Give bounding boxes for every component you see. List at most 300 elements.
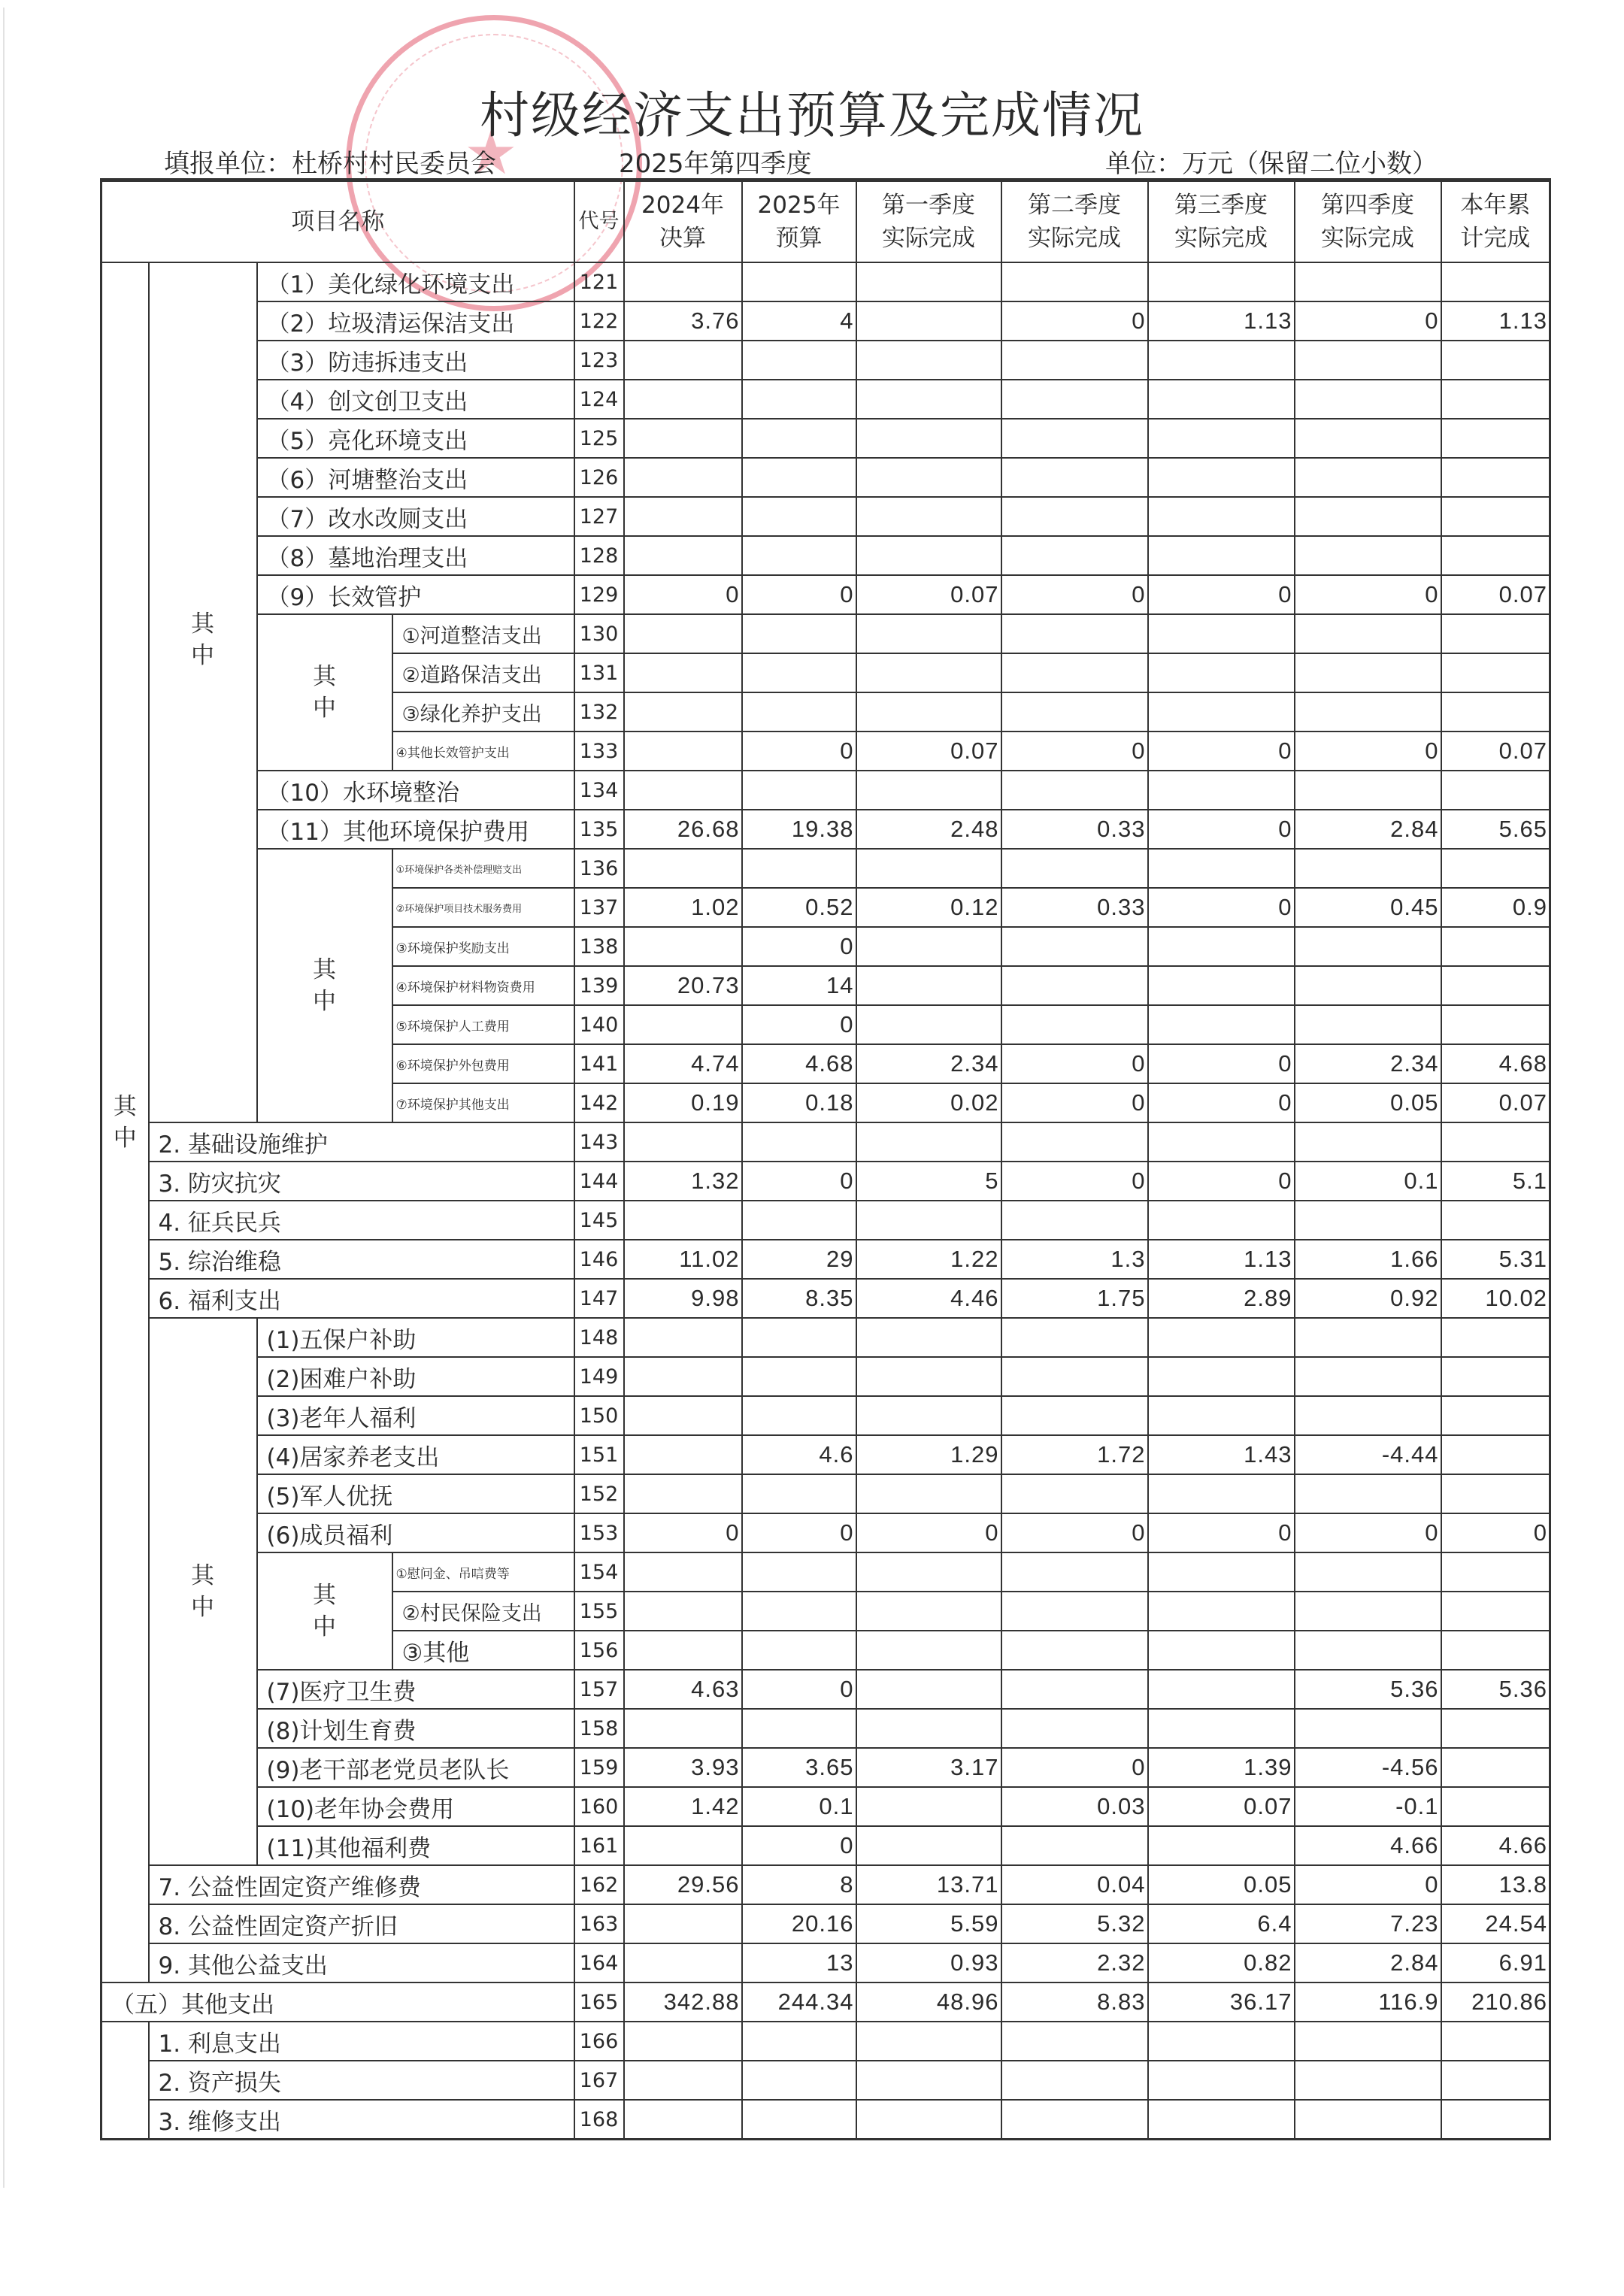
row-code: 148 bbox=[574, 1318, 624, 1357]
cell-q3 bbox=[1148, 1201, 1295, 1240]
header-2025-l2: 预算 bbox=[775, 225, 823, 252]
cell-v2024 bbox=[624, 2022, 742, 2061]
cell-v2025 bbox=[742, 380, 856, 419]
cell-q4: 0 bbox=[1295, 732, 1441, 771]
cell-q3: 1.13 bbox=[1148, 301, 1295, 341]
cell-v2024 bbox=[624, 1592, 742, 1631]
cell-v2025 bbox=[742, 419, 856, 458]
cell-q3 bbox=[1148, 849, 1295, 888]
cell-q1 bbox=[856, 1396, 1001, 1435]
cell-v2024 bbox=[624, 614, 742, 653]
cell-q3: 6.4 bbox=[1148, 1904, 1295, 1943]
cell-v2024 bbox=[624, 849, 742, 888]
row-name: ⑦环境保护其他支出 bbox=[392, 1083, 574, 1122]
cell-q3 bbox=[1148, 2061, 1295, 2100]
cell-q3: 2.89 bbox=[1148, 1279, 1295, 1318]
row-code: 130 bbox=[574, 614, 624, 653]
cell-q4: 2.84 bbox=[1295, 1943, 1441, 1982]
row-code: 141 bbox=[574, 1044, 624, 1083]
cell-v2025 bbox=[742, 1631, 856, 1670]
cell-v2024 bbox=[624, 497, 742, 536]
cell-q1: 5.59 bbox=[856, 1904, 1001, 1943]
cell-q1 bbox=[856, 1592, 1001, 1631]
cell-q2 bbox=[1001, 2061, 1148, 2100]
header-total-l1: 本年累 bbox=[1460, 192, 1531, 219]
cell-v2025: 8.35 bbox=[742, 1279, 856, 1318]
cell-q1: 2.34 bbox=[856, 1044, 1001, 1083]
cell-q1 bbox=[856, 1474, 1001, 1513]
cell-q3 bbox=[1148, 1631, 1295, 1670]
cell-q3 bbox=[1148, 966, 1295, 1005]
header-2025 bbox=[742, 180, 856, 263]
cell-v2024 bbox=[624, 1943, 742, 1982]
row-code: 140 bbox=[574, 1005, 624, 1044]
row-name: ⑥环境保护外包费用 bbox=[392, 1044, 574, 1083]
cell-q3: 0 bbox=[1148, 1162, 1295, 1201]
cell-q4: 5.36 bbox=[1295, 1670, 1441, 1709]
table-row bbox=[102, 419, 1550, 458]
cell-total: 13.8 bbox=[1441, 1865, 1550, 1904]
row-code: 156 bbox=[574, 1631, 624, 1670]
cell-v2024 bbox=[624, 1474, 742, 1513]
other-group-blank bbox=[102, 2022, 149, 2140]
row-name: ②村民保险支出 bbox=[392, 1592, 574, 1631]
cell-q4 bbox=[1295, 1474, 1441, 1513]
row-name: (11)其他福利费 bbox=[257, 1826, 574, 1865]
cell-q1: 4.46 bbox=[856, 1279, 1001, 1318]
cell-v2025 bbox=[742, 771, 856, 810]
cell-total bbox=[1441, 536, 1550, 575]
cell-v2024 bbox=[624, 1318, 742, 1357]
row-code: 138 bbox=[574, 927, 624, 966]
cell-v2025 bbox=[742, 1592, 856, 1631]
cell-v2025 bbox=[742, 1357, 856, 1396]
row-name: （8）墓地治理支出 bbox=[257, 536, 574, 575]
table-row bbox=[102, 380, 1550, 419]
cell-q4: 116.9 bbox=[1295, 1982, 1441, 2022]
table-row bbox=[102, 614, 1550, 653]
cell-v2024: 0 bbox=[624, 575, 742, 614]
cell-q1 bbox=[856, 692, 1001, 732]
cell-q3 bbox=[1148, 1474, 1295, 1513]
cell-q2 bbox=[1001, 927, 1148, 966]
row-code: 131 bbox=[574, 653, 624, 692]
table-row bbox=[102, 1201, 1550, 1240]
row-name: (2)困难户补助 bbox=[257, 1357, 574, 1396]
row-code: 151 bbox=[574, 1435, 624, 1474]
cell-v2025 bbox=[742, 262, 856, 301]
cell-total: 210.86 bbox=[1441, 1982, 1550, 2022]
header-q1-l2: 实际完成 bbox=[882, 225, 975, 252]
table-row bbox=[102, 1982, 1550, 2022]
cell-q3 bbox=[1148, 1318, 1295, 1357]
cell-v2024 bbox=[624, 1357, 742, 1396]
cell-q3 bbox=[1148, 262, 1295, 301]
cell-v2025: 14 bbox=[742, 966, 856, 1005]
row-name: （1）美化绿化环境支出 bbox=[257, 262, 574, 301]
row-name: 9. 其他公益支出 bbox=[149, 1943, 574, 1982]
cell-q4: 0.05 bbox=[1295, 1083, 1441, 1122]
cell-q4 bbox=[1295, 2022, 1441, 2061]
cell-q2: 0 bbox=[1001, 1513, 1148, 1552]
cell-q4 bbox=[1295, 692, 1441, 732]
cell-total bbox=[1441, 1396, 1550, 1435]
cell-q2 bbox=[1001, 849, 1148, 888]
cell-q2 bbox=[1001, 1631, 1148, 1670]
cell-q3 bbox=[1148, 380, 1295, 419]
row-name: （3）防违拆违支出 bbox=[257, 341, 574, 380]
cell-q1 bbox=[856, 1318, 1001, 1357]
cell-q2 bbox=[1001, 1474, 1148, 1513]
cell-q2: 0.33 bbox=[1001, 888, 1148, 927]
cell-q4 bbox=[1295, 1552, 1441, 1592]
cell-q1 bbox=[856, 2022, 1001, 2061]
row-name: (3)老年人福利 bbox=[257, 1396, 574, 1435]
cell-q3 bbox=[1148, 458, 1295, 497]
row-code: 164 bbox=[574, 1943, 624, 1982]
header-q2-l1: 第二季度 bbox=[1028, 192, 1121, 219]
cell-q2 bbox=[1001, 1122, 1148, 1162]
table-row bbox=[102, 575, 1550, 614]
cell-q4 bbox=[1295, 497, 1441, 536]
row-code: 149 bbox=[574, 1357, 624, 1396]
row-code: 161 bbox=[574, 1826, 624, 1865]
cell-v2024: 3.76 bbox=[624, 301, 742, 341]
cell-total: 4.68 bbox=[1441, 1044, 1550, 1083]
row-code: 144 bbox=[574, 1162, 624, 1201]
table-row bbox=[102, 458, 1550, 497]
cell-q2: 2.32 bbox=[1001, 1943, 1148, 1982]
cell-q4 bbox=[1295, 419, 1441, 458]
cell-q4: 0.45 bbox=[1295, 888, 1441, 927]
table-row bbox=[102, 497, 1550, 536]
row-name: 1. 利息支出 bbox=[149, 2022, 574, 2061]
cell-q1 bbox=[856, 1201, 1001, 1240]
cell-q2 bbox=[1001, 771, 1148, 810]
cell-q2: 1.3 bbox=[1001, 1240, 1148, 1279]
cell-q2 bbox=[1001, 497, 1148, 536]
cell-q1 bbox=[856, 1631, 1001, 1670]
cell-q2 bbox=[1001, 1396, 1148, 1435]
cell-q1 bbox=[856, 2061, 1001, 2100]
cell-q4 bbox=[1295, 1631, 1441, 1670]
table-row bbox=[102, 1865, 1550, 1904]
cell-q3: 0 bbox=[1148, 1083, 1295, 1122]
cell-q2 bbox=[1001, 262, 1148, 301]
cell-v2025: 13 bbox=[742, 1943, 856, 1982]
table-row bbox=[102, 1709, 1550, 1748]
cell-total bbox=[1441, 1592, 1550, 1631]
cell-q3 bbox=[1148, 1592, 1295, 1631]
cell-q1: 13.71 bbox=[856, 1865, 1001, 1904]
cell-q2: 1.72 bbox=[1001, 1435, 1148, 1474]
cell-q3 bbox=[1148, 536, 1295, 575]
cell-q1: 0.12 bbox=[856, 888, 1001, 927]
cell-q2: 0.33 bbox=[1001, 810, 1148, 849]
cell-total bbox=[1441, 1318, 1550, 1357]
cell-v2024 bbox=[624, 536, 742, 575]
table-row bbox=[102, 1396, 1550, 1435]
cell-q4: 0 bbox=[1295, 1865, 1441, 1904]
seal-star-icon: ★ bbox=[464, 118, 518, 188]
cell-total bbox=[1441, 927, 1550, 966]
unit-note: 单位：万元（保留二位小数） bbox=[1105, 149, 1438, 179]
header-q4 bbox=[1295, 180, 1441, 263]
header-2024-l1: 2024年 bbox=[641, 192, 724, 219]
cell-total: 5.36 bbox=[1441, 1670, 1550, 1709]
row-name: 8. 公益性固定资产折旧 bbox=[149, 1904, 574, 1943]
row-name: （7）改水改厕支出 bbox=[257, 497, 574, 536]
cell-q1 bbox=[856, 2100, 1001, 2140]
cell-q2 bbox=[1001, 1357, 1148, 1396]
cell-v2025: 29 bbox=[742, 1240, 856, 1279]
cell-q1 bbox=[856, 614, 1001, 653]
cell-q1 bbox=[856, 380, 1001, 419]
cell-q2 bbox=[1001, 419, 1148, 458]
cell-q4 bbox=[1295, 1201, 1441, 1240]
cell-v2024 bbox=[624, 1631, 742, 1670]
cell-total: 0.07 bbox=[1441, 732, 1550, 771]
cell-q1 bbox=[856, 1826, 1001, 1865]
cell-v2025: 0 bbox=[742, 575, 856, 614]
cell-total bbox=[1441, 966, 1550, 1005]
cell-q4 bbox=[1295, 2061, 1441, 2100]
row-code: 147 bbox=[574, 1279, 624, 1318]
cell-v2025 bbox=[742, 1318, 856, 1357]
cell-v2025 bbox=[742, 341, 856, 380]
table-row bbox=[102, 341, 1550, 380]
table-row bbox=[102, 810, 1550, 849]
cell-v2024 bbox=[624, 1201, 742, 1240]
cell-v2025: 0.18 bbox=[742, 1083, 856, 1122]
cell-q1: 3.17 bbox=[856, 1748, 1001, 1787]
cell-q1 bbox=[856, 419, 1001, 458]
row-code: 143 bbox=[574, 1122, 624, 1162]
cell-total: 0.07 bbox=[1441, 1083, 1550, 1122]
cell-q2 bbox=[1001, 380, 1148, 419]
cell-q3 bbox=[1148, 341, 1295, 380]
env-group-label bbox=[149, 262, 257, 1122]
cell-q3: 0 bbox=[1148, 575, 1295, 614]
cell-q4: 0.92 bbox=[1295, 1279, 1441, 1318]
row-name: (4)居家养老支出 bbox=[257, 1435, 574, 1474]
reporting-period: 2025年第四季度 bbox=[619, 149, 812, 179]
cell-total bbox=[1441, 1435, 1550, 1474]
cell-v2025 bbox=[742, 692, 856, 732]
row-code: 123 bbox=[574, 341, 624, 380]
expenditure-table bbox=[100, 178, 1551, 2140]
header-code-text: 代号 bbox=[578, 210, 620, 233]
cell-v2024 bbox=[624, 692, 742, 732]
cell-q2: 0 bbox=[1001, 301, 1148, 341]
env-group-label-text: 其 中 bbox=[191, 610, 214, 669]
row-code: 154 bbox=[574, 1552, 624, 1592]
cell-q1 bbox=[856, 1709, 1001, 1748]
cell-v2024 bbox=[624, 1904, 742, 1943]
cell-q2 bbox=[1001, 653, 1148, 692]
cell-q3: 0 bbox=[1148, 810, 1295, 849]
header-2024-l2: 决算 bbox=[659, 225, 706, 252]
welfare-group-label bbox=[149, 1318, 257, 1865]
cell-total: 5.1 bbox=[1441, 1162, 1550, 1201]
cell-v2025: 0.52 bbox=[742, 888, 856, 927]
header-code bbox=[574, 180, 624, 263]
changxiao-group-label bbox=[257, 614, 392, 771]
cell-q1 bbox=[856, 341, 1001, 380]
row-code: 121 bbox=[574, 262, 624, 301]
header-2025-l1: 2025年 bbox=[757, 192, 841, 219]
cell-q3: 1.13 bbox=[1148, 1240, 1295, 1279]
row-name: （4）创文创卫支出 bbox=[257, 380, 574, 419]
cell-total: 0.9 bbox=[1441, 888, 1550, 927]
table-row bbox=[102, 1474, 1550, 1513]
row-name: 6. 福利支出 bbox=[149, 1279, 574, 1318]
cell-v2025 bbox=[742, 1709, 856, 1748]
cell-total bbox=[1441, 262, 1550, 301]
table-row bbox=[102, 1943, 1550, 1982]
cell-v2024 bbox=[624, 262, 742, 301]
row-code: 127 bbox=[574, 497, 624, 536]
outer-group-label bbox=[102, 262, 149, 1982]
row-code: 165 bbox=[574, 1982, 624, 2022]
cell-total bbox=[1441, 380, 1550, 419]
header-q1 bbox=[856, 180, 1001, 263]
cell-v2025 bbox=[742, 614, 856, 653]
row-name: 2. 基础设施维护 bbox=[149, 1122, 574, 1162]
cell-v2025: 8 bbox=[742, 1865, 856, 1904]
row-code: 122 bbox=[574, 301, 624, 341]
cell-q4: -0.1 bbox=[1295, 1787, 1441, 1826]
cell-v2025: 0 bbox=[742, 1826, 856, 1865]
cell-v2025 bbox=[742, 458, 856, 497]
row-name: （2）垃圾清运保洁支出 bbox=[257, 301, 574, 341]
cell-q1 bbox=[856, 1552, 1001, 1592]
row-name: ①环境保护各类补偿理赔支出 bbox=[392, 849, 574, 888]
cell-q1 bbox=[856, 1005, 1001, 1044]
table-row bbox=[102, 262, 1550, 301]
cell-total bbox=[1441, 692, 1550, 732]
header-total bbox=[1441, 180, 1550, 263]
cell-v2025 bbox=[742, 2100, 856, 2140]
cell-total: 4.66 bbox=[1441, 1826, 1550, 1865]
cell-q4: 0 bbox=[1295, 575, 1441, 614]
header-row bbox=[102, 180, 1550, 263]
cell-v2024 bbox=[624, 653, 742, 692]
cell-q1 bbox=[856, 536, 1001, 575]
header-q3-l1: 第三季度 bbox=[1174, 192, 1268, 219]
cell-q4: 0 bbox=[1295, 1513, 1441, 1552]
cell-q3 bbox=[1148, 1670, 1295, 1709]
row-code: 129 bbox=[574, 575, 624, 614]
cell-v2025: 0 bbox=[742, 1670, 856, 1709]
cell-v2025 bbox=[742, 1122, 856, 1162]
cell-v2025: 4 bbox=[742, 301, 856, 341]
row-name: ③其他 bbox=[392, 1631, 574, 1670]
cell-q3 bbox=[1148, 1122, 1295, 1162]
cell-q2 bbox=[1001, 341, 1148, 380]
cell-v2024 bbox=[624, 2061, 742, 2100]
row-name: (8)计划生育费 bbox=[257, 1709, 574, 1748]
cell-q4 bbox=[1295, 1357, 1441, 1396]
cell-q4 bbox=[1295, 262, 1441, 301]
cell-q3 bbox=[1148, 419, 1295, 458]
row-code: 152 bbox=[574, 1474, 624, 1513]
cell-v2024 bbox=[624, 341, 742, 380]
cell-q3 bbox=[1148, 2022, 1295, 2061]
cell-q4 bbox=[1295, 1709, 1441, 1748]
cell-q2: 5.32 bbox=[1001, 1904, 1148, 1943]
cell-q1 bbox=[856, 1122, 1001, 1162]
cell-total bbox=[1441, 1122, 1550, 1162]
row-name: 4. 征兵民兵 bbox=[149, 1201, 574, 1240]
cell-q3 bbox=[1148, 927, 1295, 966]
cell-q4 bbox=[1295, 653, 1441, 692]
row-name: 2. 资产损失 bbox=[149, 2061, 574, 2100]
header-q2 bbox=[1001, 180, 1148, 263]
row-name: （10）水环境整治 bbox=[257, 771, 574, 810]
cell-q1 bbox=[856, 849, 1001, 888]
cell-q1 bbox=[856, 966, 1001, 1005]
cell-total: 5.31 bbox=[1441, 1240, 1550, 1279]
cell-q3 bbox=[1148, 2100, 1295, 2140]
cell-v2025 bbox=[742, 849, 856, 888]
cell-v2025: 0 bbox=[742, 927, 856, 966]
cell-total bbox=[1441, 2100, 1550, 2140]
row-code: 153 bbox=[574, 1513, 624, 1552]
row-name: （9）长效管护 bbox=[257, 575, 574, 614]
header-q3-l2: 实际完成 bbox=[1174, 225, 1268, 252]
row-name: (10)老年协会费用 bbox=[257, 1787, 574, 1826]
table-row bbox=[102, 2061, 1550, 2100]
row-code: 155 bbox=[574, 1592, 624, 1631]
cell-v2025: 0 bbox=[742, 1513, 856, 1552]
cell-v2025 bbox=[742, 2061, 856, 2100]
cell-q3 bbox=[1148, 1709, 1295, 1748]
cell-q3: 0 bbox=[1148, 888, 1295, 927]
cell-v2025: 244.34 bbox=[742, 1982, 856, 2022]
cell-total bbox=[1441, 419, 1550, 458]
cell-total bbox=[1441, 2061, 1550, 2100]
cell-q3 bbox=[1148, 614, 1295, 653]
row-name: 3. 维修支出 bbox=[149, 2100, 574, 2140]
cell-v2024: 11.02 bbox=[624, 1240, 742, 1279]
cell-total bbox=[1441, 1631, 1550, 1670]
cell-q3: 0 bbox=[1148, 732, 1295, 771]
cell-total bbox=[1441, 458, 1550, 497]
table-row bbox=[102, 1552, 1550, 1592]
row-code: 136 bbox=[574, 849, 624, 888]
cell-v2024: 4.74 bbox=[624, 1044, 742, 1083]
changxiao-group-label-text: 其 中 bbox=[313, 663, 336, 722]
cell-q1: 0.07 bbox=[856, 732, 1001, 771]
cell-q4 bbox=[1295, 771, 1441, 810]
cell-total bbox=[1441, 1357, 1550, 1396]
cell-v2025: 0.1 bbox=[742, 1787, 856, 1826]
cell-q4 bbox=[1295, 966, 1441, 1005]
cell-q4: 4.66 bbox=[1295, 1826, 1441, 1865]
cell-q4 bbox=[1295, 1005, 1441, 1044]
cell-v2024: 0 bbox=[624, 1513, 742, 1552]
cell-q3 bbox=[1148, 1826, 1295, 1865]
row-name: （11）其他环境保护费用 bbox=[257, 810, 574, 849]
cell-v2025: 0 bbox=[742, 732, 856, 771]
cell-q2 bbox=[1001, 1318, 1148, 1357]
other-env-group-label-text: 其 中 bbox=[313, 956, 336, 1015]
row-code: 134 bbox=[574, 771, 624, 810]
cell-v2025 bbox=[742, 1201, 856, 1240]
cell-total bbox=[1441, 653, 1550, 692]
row-name: (5)军人优抚 bbox=[257, 1474, 574, 1513]
